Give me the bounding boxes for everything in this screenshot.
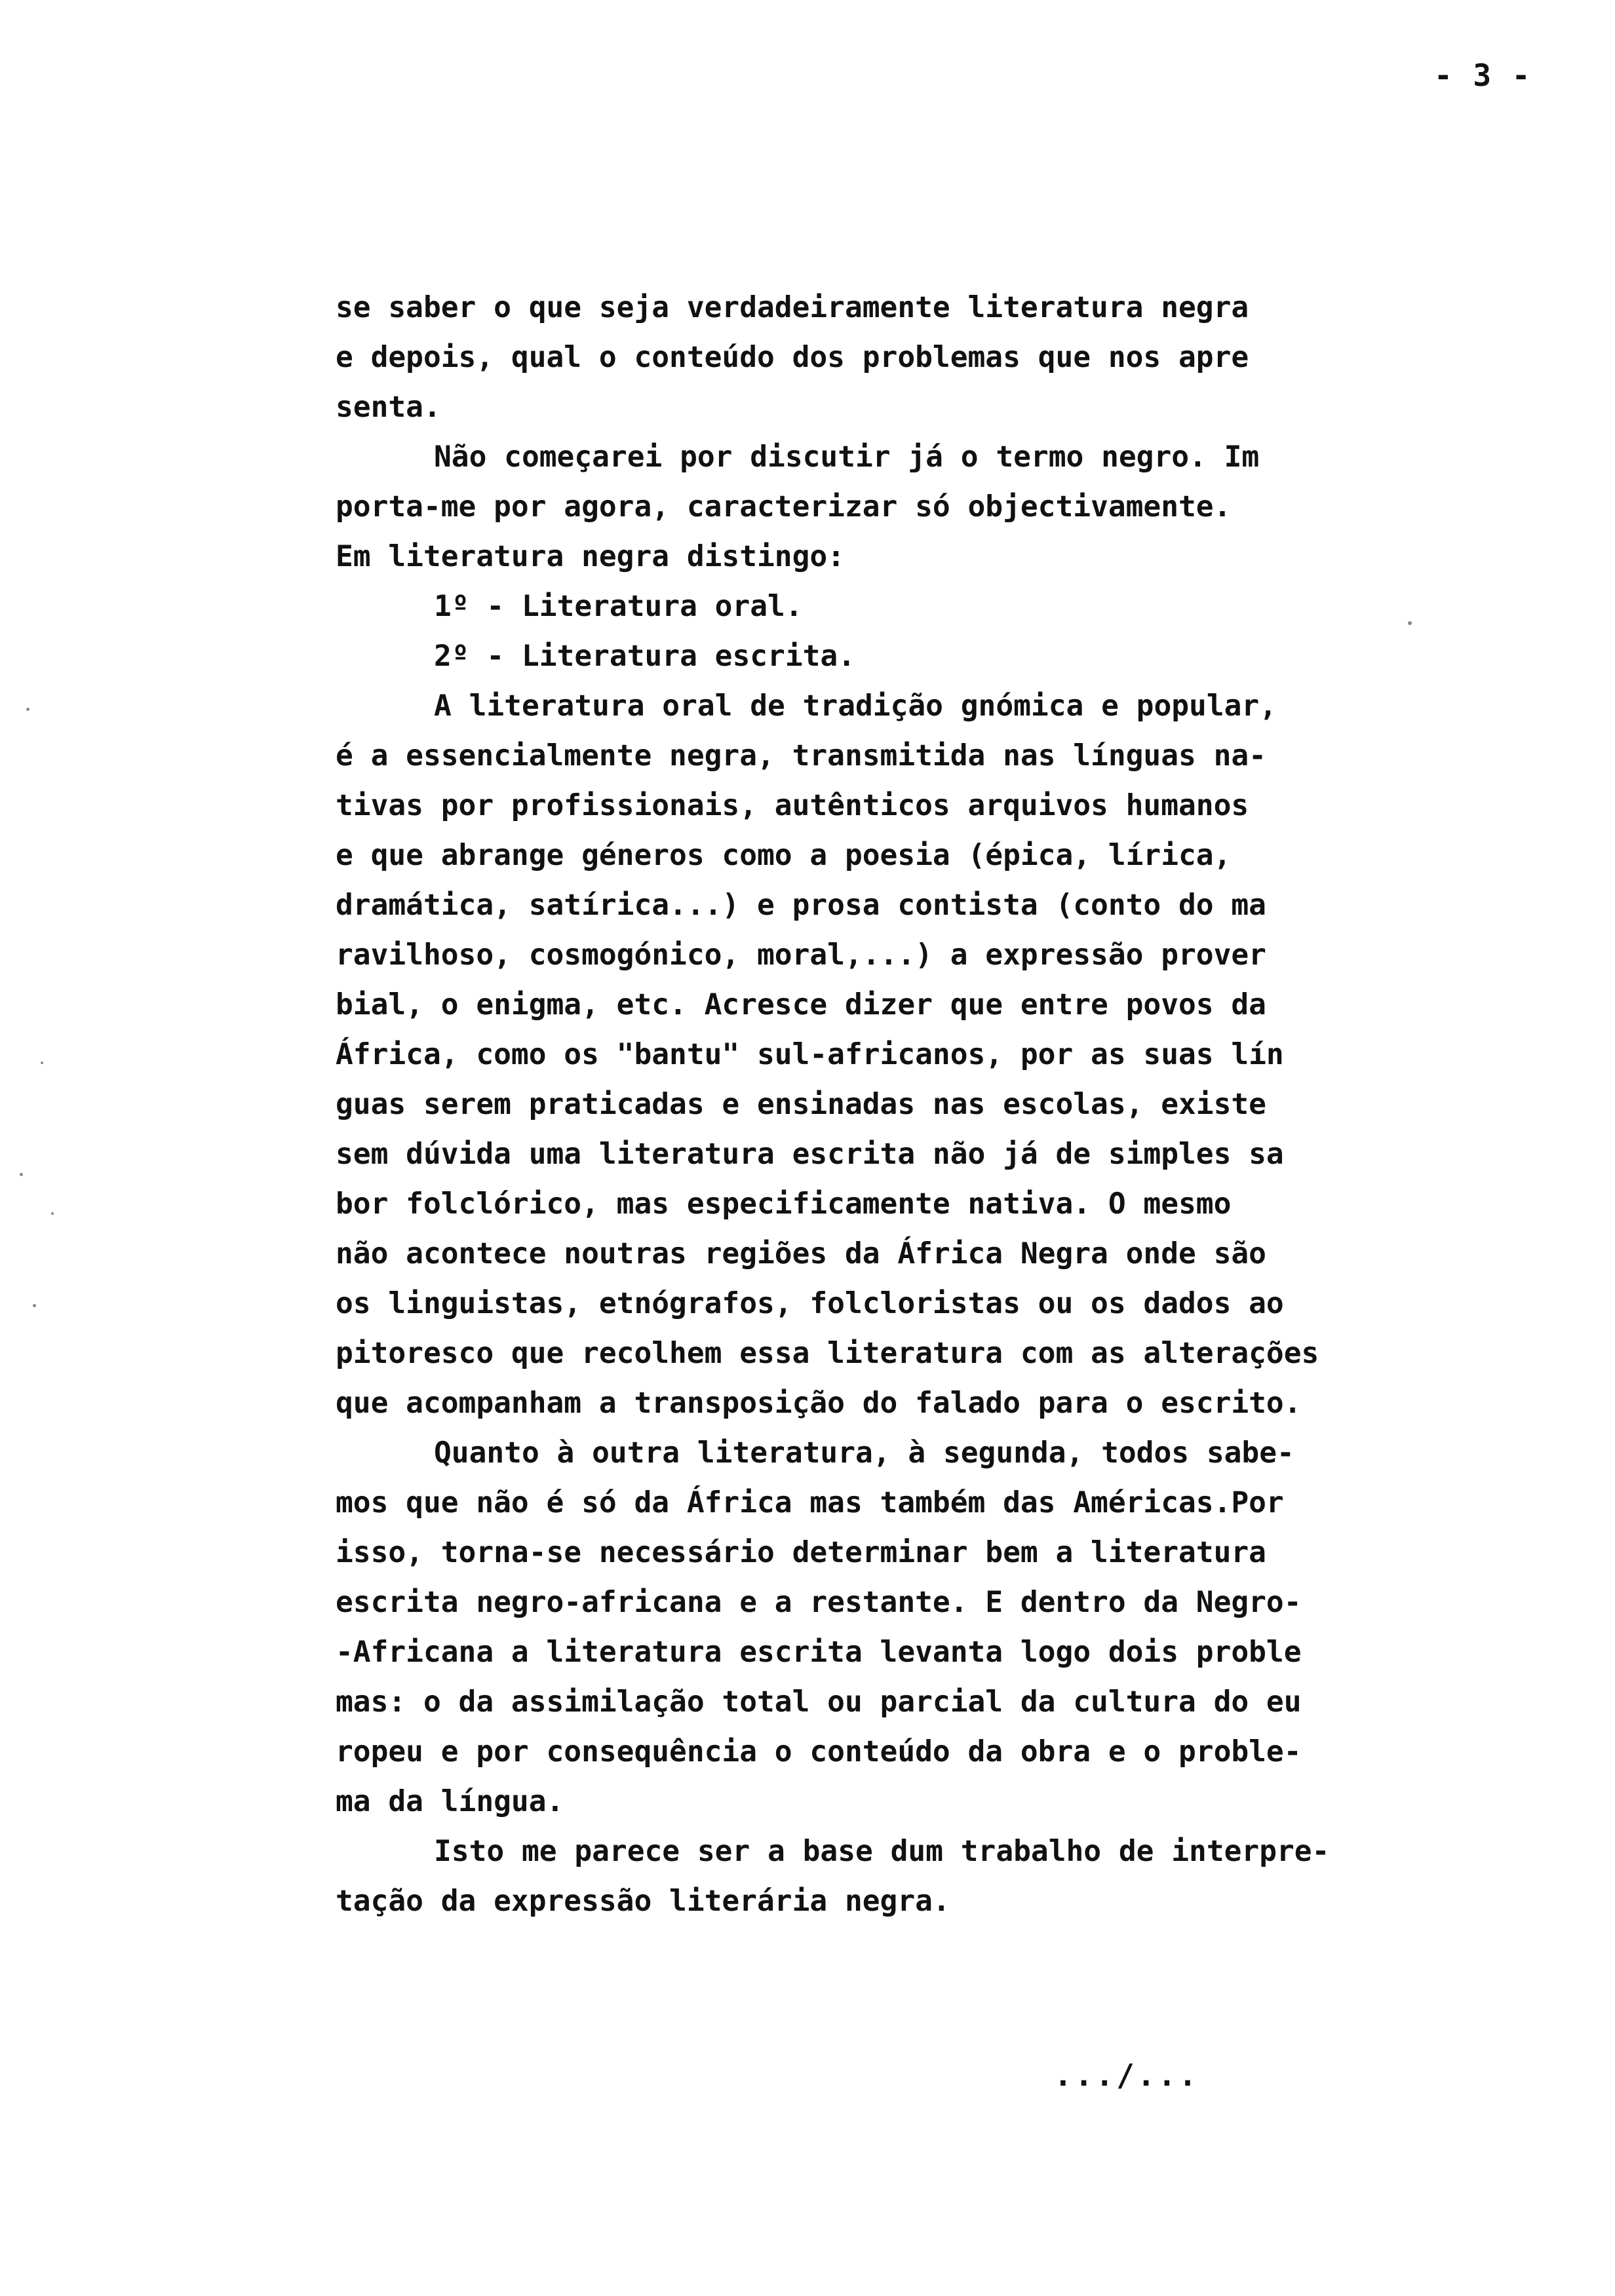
text-line: bial, o enigma, etc. Acresce dizer que entre povos da <box>336 988 1266 1022</box>
text-line: escrita negro-africana e a restante. E dentro da Negro- <box>336 1586 1302 1619</box>
paragraph-oral-literature <box>336 681 1463 1428</box>
text-line: e depois, qual o conteúdo dos problemas que nos apre <box>336 341 1249 374</box>
text-line: dramática, satírica...) e prosa contista (conto do ma <box>336 889 1266 922</box>
text-line: mos que não é só da África mas também das Américas.Por <box>336 1486 1284 1520</box>
text-line: tivas por profissionais, autênticos arquivos humanos <box>336 789 1249 822</box>
text-line: bor folclórico, mas especificamente nativa. O mesmo <box>336 1187 1232 1221</box>
text-line: isso, torna-se necessário determinar bem a literatura <box>336 1536 1266 1569</box>
text-line: ravilhoso, cosmogónico, moral,...) a expressão prover <box>336 938 1266 972</box>
text-line: Em literatura negra distingo: <box>336 540 845 573</box>
continuation-marker: .../... <box>1054 2057 1199 2093</box>
text-line: que acompanham a transposição do falado para o escrito. <box>336 1387 1302 1420</box>
text-line: A literatura oral de tradição gnómica e popular, <box>434 689 1277 723</box>
scan-speck <box>41 1062 43 1064</box>
text-line: ropeu e por consequência o conteúdo da obra e o proble- <box>336 1735 1302 1769</box>
text-line: não acontece noutras regiões da África Negra onde são <box>336 1237 1266 1271</box>
text-line: guas serem praticadas e ensinadas nas escolas, existe <box>336 1088 1266 1121</box>
paragraph-distinction <box>336 432 1463 582</box>
text-line: os linguistas, etnógrafos, folcloristas ou os dados ao <box>336 1287 1284 1320</box>
list-item: 2º - Literatura escrita. <box>434 640 855 673</box>
scan-speck <box>1408 621 1412 625</box>
text-line: é a essencialmente negra, transmitida nas línguas na- <box>336 739 1266 773</box>
list-item: 1º - Literatura oral. <box>434 590 803 623</box>
text-line: se saber o que seja verdadeiramente literatura negra <box>336 291 1249 324</box>
text-line: mas: o da assimilação total ou parcial da cultura do eu <box>336 1685 1302 1719</box>
scan-speck <box>51 1212 54 1215</box>
text-line: senta. <box>336 391 441 424</box>
text-line: sem dúvida uma literatura escrita não já de simples sa <box>336 1138 1284 1171</box>
text-line: Quanto à outra literatura, à segunda, todos sabe- <box>434 1436 1294 1470</box>
text-line: ma da língua. <box>336 1785 564 1818</box>
text-line: pitoresco que recolhem essa literatura com as alterações <box>336 1337 1319 1370</box>
paragraph-written-literature <box>336 1428 1463 1827</box>
scan-speck <box>26 708 29 711</box>
literature-types-list <box>336 582 1463 681</box>
text-line: África, como os "bantu" sul-africanos, por as suas lín <box>336 1038 1284 1071</box>
text-line: Não começarei por discutir já o termo negro. Im <box>434 440 1260 474</box>
text-line: porta-me por agora, caracterizar só objectivamente. <box>336 490 1232 524</box>
paragraph-intro <box>336 283 1463 432</box>
paragraph-conclusion <box>336 1827 1463 1926</box>
scan-speck <box>20 1173 23 1176</box>
text-line: -Africana a literatura escrita levanta logo dois proble <box>336 1636 1302 1669</box>
body-text <box>336 283 1463 1926</box>
text-line: Isto me parece ser a base dum trabalho de interpre- <box>434 1835 1330 1868</box>
text-line: tação da expressão literária negra. <box>336 1885 950 1918</box>
text-line: e que abrange géneros como a poesia (épica, lírica, <box>336 839 1232 872</box>
scan-speck <box>33 1304 36 1307</box>
page-number: - 3 - <box>1434 58 1532 93</box>
